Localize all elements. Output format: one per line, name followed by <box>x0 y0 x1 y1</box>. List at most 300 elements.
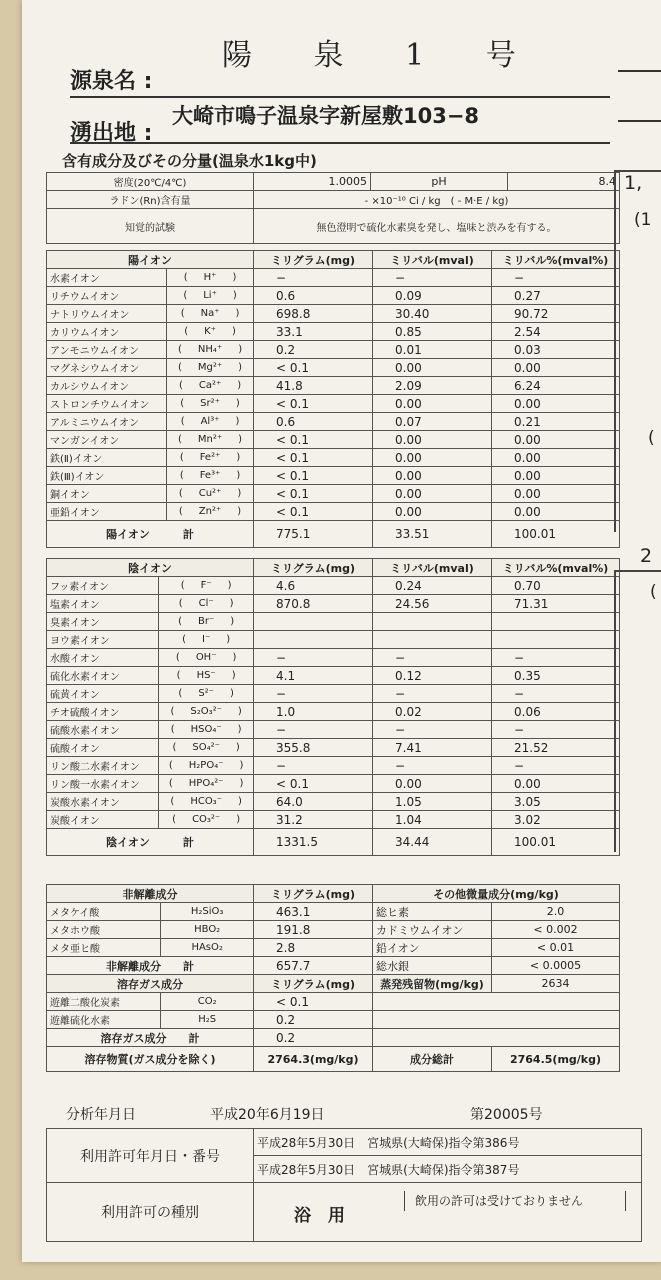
gas-row <box>47 1011 620 1029</box>
cation-total-mg: 775.1 <box>254 521 373 548</box>
paren-open: ( <box>176 670 181 681</box>
anion-row <box>47 613 620 631</box>
paren-open: ( <box>177 344 182 355</box>
paren-close: ) <box>237 724 242 735</box>
paren-open: ( <box>175 652 180 663</box>
nd-total-label: 非解離成分 計 <box>47 957 254 975</box>
anion-row <box>47 685 620 703</box>
anion-mg <box>254 613 373 631</box>
gas-blank <box>373 993 620 1011</box>
cation-formula-text: Sr²⁺ <box>200 398 220 409</box>
anion-row <box>47 739 620 757</box>
anion-name: 硫黄イオン <box>47 685 159 703</box>
anion-pct <box>492 613 620 631</box>
cation-mval: − <box>373 269 492 287</box>
location-underline-right <box>618 120 661 122</box>
cation-name: ナトリウムイオン <box>47 305 167 323</box>
paren-open: ( <box>172 742 177 753</box>
density-value: 1.0005 <box>254 173 371 191</box>
paren-close: ) <box>232 652 237 663</box>
anion-mg: < 0.1 <box>254 775 373 793</box>
cation-name: マンガンイオン <box>47 431 167 449</box>
cation-mval: 0.09 <box>373 287 492 305</box>
cation-formula-text: Fe³⁺ <box>199 470 221 481</box>
paren-open: ( <box>183 290 188 301</box>
anion-pct: 0.70 <box>492 577 620 595</box>
nd-header-mg: ミリグラム(mg) <box>254 885 373 903</box>
gas-name: 遊離硫化水素 <box>47 1011 161 1029</box>
cation-mg: < 0.1 <box>254 431 373 449</box>
anion-header-pct: ミリバル%(mval%) <box>492 559 620 577</box>
anion-formula <box>159 757 254 775</box>
nd-name: メタホウ酸 <box>47 921 161 939</box>
gas-total-blank <box>373 1029 620 1047</box>
nd-trace-name: カドミウムイオン <box>373 921 492 939</box>
cation-formula-text: Al³⁺ <box>200 416 220 427</box>
anion-mval: 1.04 <box>373 811 492 829</box>
nd-name: メタ亜ヒ酸 <box>47 939 161 957</box>
anion-mg <box>254 631 373 649</box>
cation-formula <box>167 467 254 485</box>
anion-name: チオ硫酸イオン <box>47 703 159 721</box>
cation-pct: 0.00 <box>492 467 620 485</box>
paren-close: ) <box>231 326 236 337</box>
cation-formula <box>167 377 254 395</box>
total-components-value: 2764.5(mg/kg) <box>492 1047 620 1072</box>
anion-formula-text: HSO₄⁻ <box>190 724 222 735</box>
cation-mg: 698.8 <box>254 305 373 323</box>
anion-mg: 870.8 <box>254 595 373 613</box>
anion-formula <box>159 793 254 811</box>
cation-formula-text: Ca²⁺ <box>198 380 222 391</box>
paren-open: ( <box>178 598 183 609</box>
cation-formula-text: Cu²⁺ <box>198 488 222 499</box>
cation-pct: 0.21 <box>492 413 620 431</box>
paren-close: ) <box>232 272 237 283</box>
cation-pct: 0.00 <box>492 359 620 377</box>
anion-total-mg: 1331.5 <box>254 829 373 856</box>
cation-header-name: 陽イオン <box>47 251 254 269</box>
paren-open: ( <box>178 506 183 517</box>
cation-mval: 0.07 <box>373 413 492 431</box>
anion-pct: 71.31 <box>492 595 620 613</box>
anion-name: 炭酸水素イオン <box>47 793 159 811</box>
anion-formula <box>159 775 254 793</box>
cation-header-mval: ミリバル(mval) <box>373 251 492 269</box>
cation-pct: 6.24 <box>492 377 620 395</box>
paren-open: ( <box>180 416 185 427</box>
anion-mval: − <box>373 685 492 703</box>
nd-row <box>47 939 620 957</box>
anion-formula-text: HS⁻ <box>196 670 216 681</box>
nondissociated-table <box>46 884 620 1072</box>
anion-mval: 0.00 <box>373 775 492 793</box>
anion-mg: 4.1 <box>254 667 373 685</box>
cation-mval: 0.00 <box>373 467 492 485</box>
anion-name: ヨウ素イオン <box>47 631 159 649</box>
anion-row <box>47 721 620 739</box>
permit-type-value: 浴 用 <box>294 1206 345 1226</box>
nd-trace-value: 2.0 <box>492 903 620 921</box>
cation-name: カリウムイオン <box>47 323 167 341</box>
right-edge-e: ( <box>650 582 657 602</box>
permit-table <box>46 1128 642 1242</box>
cation-mg: < 0.1 <box>254 359 373 377</box>
cation-mg: 33.1 <box>254 323 373 341</box>
cation-formula-text: Zn²⁺ <box>198 506 222 517</box>
cation-formula <box>167 449 254 467</box>
anion-formula <box>159 649 254 667</box>
cation-row <box>47 431 620 449</box>
anion-formula <box>159 667 254 685</box>
anion-mg: 64.0 <box>254 793 373 811</box>
cation-row <box>47 269 620 287</box>
paren-close: ) <box>236 452 241 463</box>
anion-mg: 31.2 <box>254 811 373 829</box>
cation-mval: 0.01 <box>373 341 492 359</box>
permit-type-cell <box>254 1183 642 1242</box>
source-underline-right <box>618 70 661 72</box>
cation-pct: 2.54 <box>492 323 620 341</box>
paren-close: ) <box>239 778 244 789</box>
cation-pct: 0.27 <box>492 287 620 305</box>
radon-label: ラドン(Rn)含有量 <box>47 191 254 209</box>
anion-formula-text: I⁻ <box>202 634 211 645</box>
gas-name: 遊離二酸化炭素 <box>47 993 161 1011</box>
gas-header-mg: ミリグラム(mg) <box>254 975 373 993</box>
cation-name: リチウムイオン <box>47 287 167 305</box>
cation-name: アンモニウムイオン <box>47 341 167 359</box>
paren-open: ( <box>178 434 182 445</box>
nd-trace-value: < 0.002 <box>492 921 620 939</box>
cation-pct: 0.00 <box>492 449 620 467</box>
gas-blank <box>373 1011 620 1029</box>
cation-total-label: 陽イオン 計 <box>47 521 254 548</box>
cation-formula <box>167 413 254 431</box>
anion-pct: − <box>492 757 620 775</box>
anion-pct: 0.06 <box>492 703 620 721</box>
cation-header-pct: ミリバル%(mval%) <box>492 251 620 269</box>
anion-formula-text: OH⁻ <box>195 652 217 663</box>
anion-mval <box>373 613 492 631</box>
cation-mg: < 0.1 <box>254 485 373 503</box>
anion-row <box>47 631 620 649</box>
ph-label: pH <box>371 173 508 191</box>
paren-open: ( <box>178 380 183 391</box>
cation-formula-text: K⁺ <box>204 326 216 337</box>
nd-total-mg: 657.7 <box>254 957 373 975</box>
total-components-label: 成分総計 <box>373 1047 492 1072</box>
anion-row <box>47 703 620 721</box>
anion-formula <box>159 595 254 613</box>
paren-open: ( <box>178 362 182 373</box>
paren-open: ( <box>180 398 185 409</box>
paren-open: ( <box>168 778 173 789</box>
cation-name: 水素イオン <box>47 269 167 287</box>
cation-row <box>47 449 620 467</box>
anion-formula-text: S₂O₃²⁻ <box>190 706 222 717</box>
cation-table <box>46 250 620 548</box>
gas-formula: CO₂ <box>161 993 254 1011</box>
meta-table <box>46 172 620 244</box>
permit-row-2: 平成28年5月30日 宮城県(大崎保)指令第387号 <box>254 1156 642 1183</box>
paren-close: ) <box>235 742 240 753</box>
paren-open: ( <box>183 272 188 283</box>
paren-close: ) <box>232 290 237 301</box>
cation-mg: < 0.1 <box>254 395 373 413</box>
anion-pct: 0.00 <box>492 775 620 793</box>
gas-residue-value: 2634 <box>492 975 620 993</box>
cation-mg: < 0.1 <box>254 467 373 485</box>
anion-formula <box>159 613 254 631</box>
right-edge-c: ( <box>648 428 655 448</box>
paren-close: ) <box>239 760 244 771</box>
right-edge-a: 1, <box>624 172 643 194</box>
anion-pct: − <box>492 685 620 703</box>
anion-total-label: 陰イオン 計 <box>47 829 254 856</box>
anion-mg: − <box>254 721 373 739</box>
analysis-number: 第20005号 <box>470 1107 543 1123</box>
nd-row <box>47 903 620 921</box>
paren-open: ( <box>179 470 184 481</box>
anion-row <box>47 595 620 613</box>
nd-trace-value: < 0.01 <box>492 939 620 957</box>
location-value: 大崎市鳴子温泉字新屋敷103−8 <box>172 104 480 128</box>
gas-formula: H₂S <box>161 1011 254 1029</box>
gas-mg: 0.2 <box>254 1011 373 1029</box>
anion-row <box>47 793 620 811</box>
anion-name: リン酸二水素イオン <box>47 757 159 775</box>
cation-name: 鉄(Ⅲ)イオン <box>47 467 167 485</box>
cation-name: 亜鉛イオン <box>47 503 167 521</box>
anion-total-mval: 34.44 <box>373 829 492 856</box>
anion-formula <box>159 739 254 757</box>
cation-mval: 30.40 <box>373 305 492 323</box>
permit-note: 飲用の許可は受けておりません <box>404 1191 626 1211</box>
nd-trace-name: 鉛イオン <box>373 939 492 957</box>
nd-header-trace: その他微量成分(mg/kg) <box>373 885 620 903</box>
anion-mg: 1.0 <box>254 703 373 721</box>
anion-mg: − <box>254 649 373 667</box>
cation-pct: 90.72 <box>492 305 620 323</box>
anion-row <box>47 667 620 685</box>
paren-close: ) <box>237 488 242 499</box>
cation-name: アルミニウムイオン <box>47 413 167 431</box>
cation-row <box>47 377 620 395</box>
nd-formula: HBO₂ <box>161 921 254 939</box>
dissolved-label: 溶存物質(ガス成分を除く) <box>47 1047 254 1072</box>
anion-mval: 24.56 <box>373 595 492 613</box>
cation-mg: 0.6 <box>254 413 373 431</box>
anion-row <box>47 757 620 775</box>
anion-formula-text: HCO₃⁻ <box>190 796 222 807</box>
gas-row <box>47 993 620 1011</box>
paren-close: ) <box>237 706 242 717</box>
cation-row <box>47 305 620 323</box>
cation-formula-text: Mg²⁺ <box>197 362 223 373</box>
paren-open: ( <box>170 796 175 807</box>
paren-close: ) <box>226 634 231 645</box>
cation-total-mval: 33.51 <box>373 521 492 548</box>
cation-row <box>47 395 620 413</box>
paren-close: ) <box>238 434 243 445</box>
gas-mg: < 0.1 <box>254 993 373 1011</box>
sensory-label: 知覚的試験 <box>47 209 254 244</box>
paren-open: ( <box>180 580 185 591</box>
anion-header-mval: ミリバル(mval) <box>373 559 492 577</box>
anion-mval: − <box>373 757 492 775</box>
analysis-date-value: 平成20年6月19日 <box>210 1107 325 1123</box>
anion-name: フッ素イオン <box>47 577 159 595</box>
anion-pct: 0.35 <box>492 667 620 685</box>
anion-formula <box>159 685 254 703</box>
paren-open: ( <box>180 308 185 319</box>
cation-row <box>47 323 620 341</box>
cation-pct: 0.00 <box>492 485 620 503</box>
paren-close: ) <box>229 598 234 609</box>
anion-mval: 1.05 <box>373 793 492 811</box>
cation-pct: 0.00 <box>492 431 620 449</box>
paren-close: ) <box>238 344 243 355</box>
cation-formula-text: Fe²⁺ <box>199 452 221 463</box>
paren-close: ) <box>227 580 232 591</box>
paren-close: ) <box>236 814 241 825</box>
permit-date-label: 利用許可年月日・番号 <box>47 1129 254 1183</box>
nd-trace-name: 総ヒ素 <box>373 903 492 921</box>
cation-row <box>47 287 620 305</box>
cation-mg: − <box>254 269 373 287</box>
cation-row <box>47 467 620 485</box>
paren-open: ( <box>170 706 175 717</box>
anion-mg: 4.6 <box>254 577 373 595</box>
paren-close: ) <box>235 398 240 409</box>
location-underline <box>70 142 610 144</box>
anion-pct <box>492 631 620 649</box>
paren-close: ) <box>237 796 242 807</box>
right-edge-d: 2 <box>640 545 653 567</box>
section-title: 含有成分及びその分量(温泉水1kg中) <box>62 152 317 170</box>
anion-pct: 21.52 <box>492 739 620 757</box>
anion-name: 塩素イオン <box>47 595 159 613</box>
anion-name: 炭酸イオン <box>47 811 159 829</box>
cation-header-mg: ミリグラム(mg) <box>254 251 373 269</box>
cation-formula <box>167 395 254 413</box>
anion-row <box>47 649 620 667</box>
nd-name: メタケイ酸 <box>47 903 161 921</box>
permit-type-label: 利用許可の種別 <box>47 1183 254 1242</box>
cation-mg: < 0.1 <box>254 449 373 467</box>
paren-close: ) <box>229 688 234 699</box>
sensory-value: 無色澄明で硫化水素臭を発し、塩味と渋みを有する。 <box>254 209 620 244</box>
gas-header-residue: 蒸発残留物(mg/kg) <box>373 975 492 993</box>
source-underline <box>70 96 610 98</box>
nd-total-trace-name: 総水銀 <box>373 957 492 975</box>
anion-mval: 0.24 <box>373 577 492 595</box>
anion-formula-text: H₂PO₄⁻ <box>188 760 224 771</box>
anion-total-pct: 100.01 <box>492 829 620 856</box>
nd-mg: 2.8 <box>254 939 373 957</box>
anion-table <box>46 558 620 856</box>
cation-mval: 0.00 <box>373 503 492 521</box>
cation-row <box>47 413 620 431</box>
anion-formula-text: F⁻ <box>200 580 212 591</box>
cation-name: カルシウムイオン <box>47 377 167 395</box>
nd-header-name: 非解離成分 <box>47 885 254 903</box>
cation-mval: 0.00 <box>373 359 492 377</box>
cation-row <box>47 485 620 503</box>
cation-mval: 0.00 <box>373 449 492 467</box>
cation-name: ストロンチウムイオン <box>47 395 167 413</box>
cation-pct: 0.00 <box>492 395 620 413</box>
paren-open: ( <box>184 326 189 337</box>
cation-formula <box>167 287 254 305</box>
paren-open: ( <box>178 488 183 499</box>
cation-formula <box>167 359 254 377</box>
paren-open: ( <box>178 616 183 627</box>
anion-name: リン酸一水素イオン <box>47 775 159 793</box>
anion-mg: 355.8 <box>254 739 373 757</box>
cation-row <box>47 503 620 521</box>
paren-close: ) <box>235 416 240 427</box>
dissolved-value: 2764.3(mg/kg) <box>254 1047 373 1072</box>
anion-formula <box>159 703 254 721</box>
anion-mg: − <box>254 685 373 703</box>
document-sheet <box>22 0 661 1262</box>
permit-row-1: 平成28年5月30日 宮城県(大崎保)指令第386号 <box>254 1129 642 1156</box>
nd-formula: HAsO₂ <box>161 939 254 957</box>
anion-mval: − <box>373 649 492 667</box>
anion-name: 硫酸水素イオン <box>47 721 159 739</box>
nd-formula: H₂SiO₃ <box>161 903 254 921</box>
paren-open: ( <box>172 814 177 825</box>
paren-close: ) <box>237 506 242 517</box>
anion-name: 臭素イオン <box>47 613 159 631</box>
right-edge-b: (1 <box>634 210 652 230</box>
anion-formula <box>159 721 254 739</box>
cation-mval: 0.00 <box>373 485 492 503</box>
location-label: 湧出地 : <box>70 121 153 146</box>
paren-close: ) <box>236 470 241 481</box>
nd-row <box>47 921 620 939</box>
cation-row <box>47 341 620 359</box>
anion-header-name: 陰イオン <box>47 559 254 577</box>
cation-formula <box>167 431 254 449</box>
paren-close: ) <box>231 670 236 681</box>
paren-open: ( <box>179 452 184 463</box>
cation-formula <box>167 305 254 323</box>
cation-row <box>47 359 620 377</box>
cation-formula <box>167 269 254 287</box>
cation-mg: 0.2 <box>254 341 373 359</box>
anion-name: 硫化水素イオン <box>47 667 159 685</box>
anion-mval: − <box>373 721 492 739</box>
paren-open: ( <box>178 688 183 699</box>
anion-formula <box>159 577 254 595</box>
nd-total-trace-value: < 0.0005 <box>492 957 620 975</box>
anion-formula-text: CO₃²⁻ <box>192 814 221 825</box>
anion-mval: 0.02 <box>373 703 492 721</box>
cation-name: 銅イオン <box>47 485 167 503</box>
gas-total-mg: 0.2 <box>254 1029 373 1047</box>
cation-mval: 0.00 <box>373 431 492 449</box>
analysis-date-label: 分析年月日 <box>66 1107 136 1123</box>
anion-header-mg: ミリグラム(mg) <box>254 559 373 577</box>
nd-mg: 463.1 <box>254 903 373 921</box>
anion-formula-text: Br⁻ <box>198 616 215 627</box>
density-label: 密度(20℃/4℃) <box>47 173 254 191</box>
cation-formula <box>167 323 254 341</box>
anion-mval: 0.12 <box>373 667 492 685</box>
